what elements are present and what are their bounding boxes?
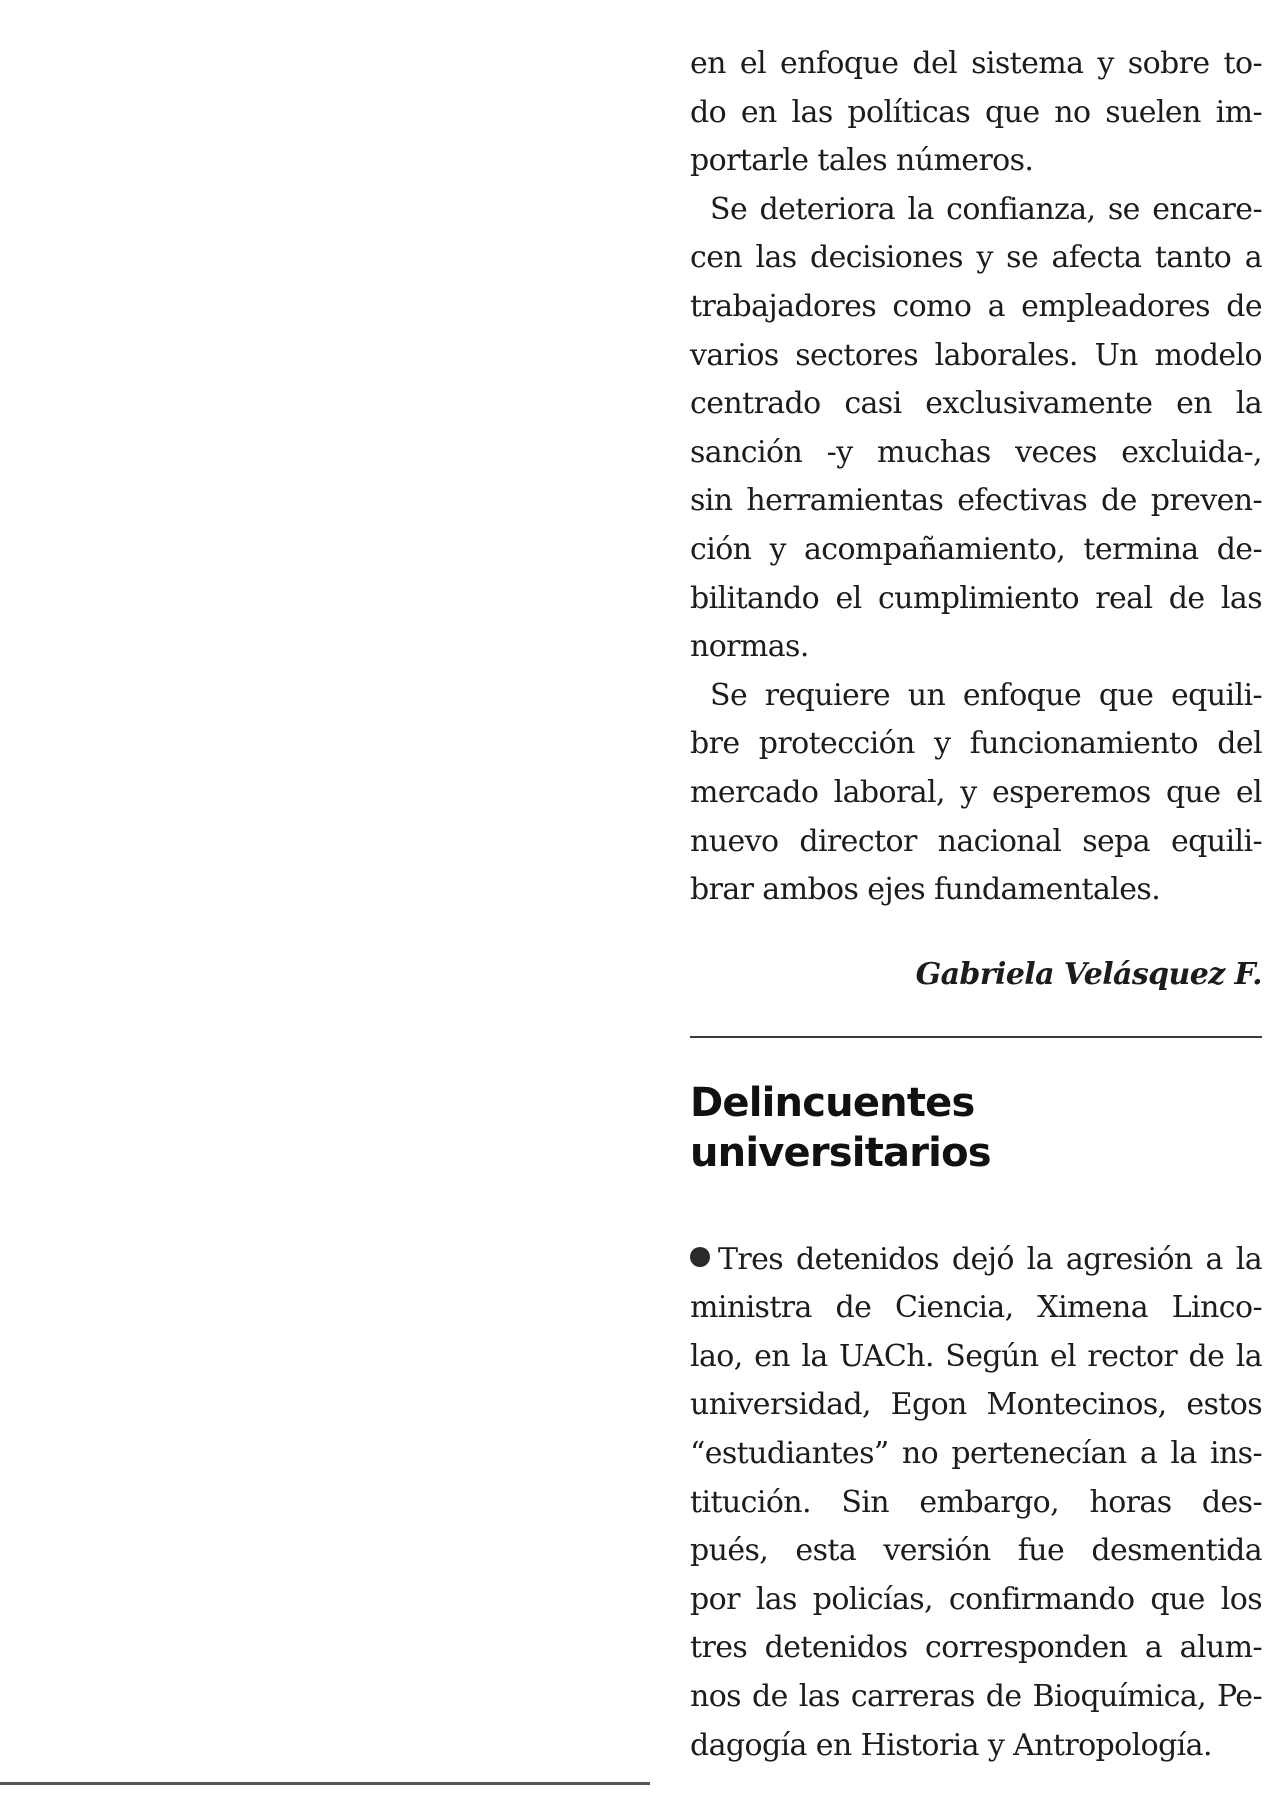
text-line — [690, 1527, 1262, 1576]
line-text: Tres detenidos dejó la agresión a la — [718, 1241, 1262, 1277]
article-signature: Gabriela Velásquez F. — [915, 956, 1262, 992]
line-text: centrado casi exclusivamente en la — [690, 386, 1262, 422]
text-line — [690, 526, 1262, 575]
text-line — [690, 477, 1262, 526]
brief-headline: Delincuentes universitarios — [690, 1079, 991, 1176]
text-line — [690, 283, 1262, 332]
text-line — [690, 1236, 1262, 1285]
line-text: do en las políticas que no suelen im- — [690, 94, 1262, 130]
text-line — [690, 89, 1262, 138]
line-text: tres detenidos corresponden a alum- — [690, 1630, 1262, 1666]
text-line — [690, 1479, 1262, 1528]
line-text: por las policías, confirmando que los — [690, 1581, 1262, 1617]
brief-body — [690, 1236, 1262, 1771]
text-line — [690, 623, 1262, 672]
text-line — [690, 380, 1262, 429]
line-text: ministra de Ciencia, Ximena Linco- — [690, 1290, 1262, 1326]
line-text: bilitando el cumplimiento real de las — [690, 580, 1262, 616]
line-text: varios sectores laborales. Un modelo — [690, 337, 1262, 373]
line-text: normas. — [690, 629, 809, 665]
line-text: sin herramientas efectivas de preven- — [690, 483, 1262, 519]
line-text: dagogía en Historia y Antropología. — [690, 1727, 1212, 1763]
line-text: bre protección y funcionamiento del — [690, 726, 1262, 762]
line-text: titución. Sin embargo, horas des- — [690, 1484, 1262, 1520]
line-text: “estudiantes” no pertenecían a la ins- — [690, 1436, 1262, 1472]
line-text: sanción -y muchas veces excluida-, — [690, 434, 1262, 470]
line-text: brar ambos ejes fundamentales. — [690, 872, 1161, 908]
article-body — [690, 40, 1262, 915]
line-text: nos de las carreras de Bioquímica, Pe- — [690, 1679, 1262, 1715]
bottom-divider — [0, 1782, 650, 1785]
text-line — [690, 575, 1262, 624]
text-line — [690, 1284, 1262, 1333]
text-line — [690, 818, 1262, 867]
text-line — [690, 1673, 1262, 1722]
text-line — [690, 1381, 1262, 1430]
text-line — [690, 1624, 1262, 1673]
line-text: pués, esta versión fue desmentida — [690, 1533, 1262, 1569]
text-line — [690, 769, 1262, 818]
line-text: ción y acompañamiento, termina de- — [690, 531, 1262, 567]
text-line — [690, 234, 1262, 283]
text-line — [690, 1430, 1262, 1479]
line-text: Se requiere un enfoque que equili- — [710, 677, 1262, 713]
line-text: lao, en la UACh. Según el rector de la — [690, 1338, 1262, 1374]
text-line — [690, 672, 1262, 721]
text-line — [690, 1576, 1262, 1625]
text-line — [690, 429, 1262, 478]
line-text: portarle tales números. — [690, 143, 1034, 179]
line-text: en el enfoque del sistema y sobre to- — [690, 46, 1262, 81]
line-text: universidad, Egon Montecinos, estos — [690, 1387, 1262, 1423]
text-line — [690, 332, 1262, 381]
text-line — [690, 186, 1262, 235]
text-line — [690, 1333, 1262, 1382]
bullet-icon — [690, 1247, 710, 1267]
text-line — [690, 137, 1262, 186]
article-column — [690, 40, 1262, 1770]
text-line — [690, 720, 1262, 769]
line-text: trabajadores como a empleadores de — [690, 288, 1262, 324]
text-line — [690, 1722, 1262, 1771]
line-text: cen las decisiones y se afecta tanto a — [690, 240, 1262, 276]
text-line — [690, 40, 1262, 89]
section-divider — [690, 1036, 1262, 1038]
line-text: mercado laboral, y esperemos que el — [690, 774, 1262, 810]
line-text: nuevo director nacional sepa equili- — [690, 823, 1262, 859]
text-line — [690, 866, 1262, 915]
line-text: Se deteriora la confianza, se encare- — [710, 191, 1262, 227]
